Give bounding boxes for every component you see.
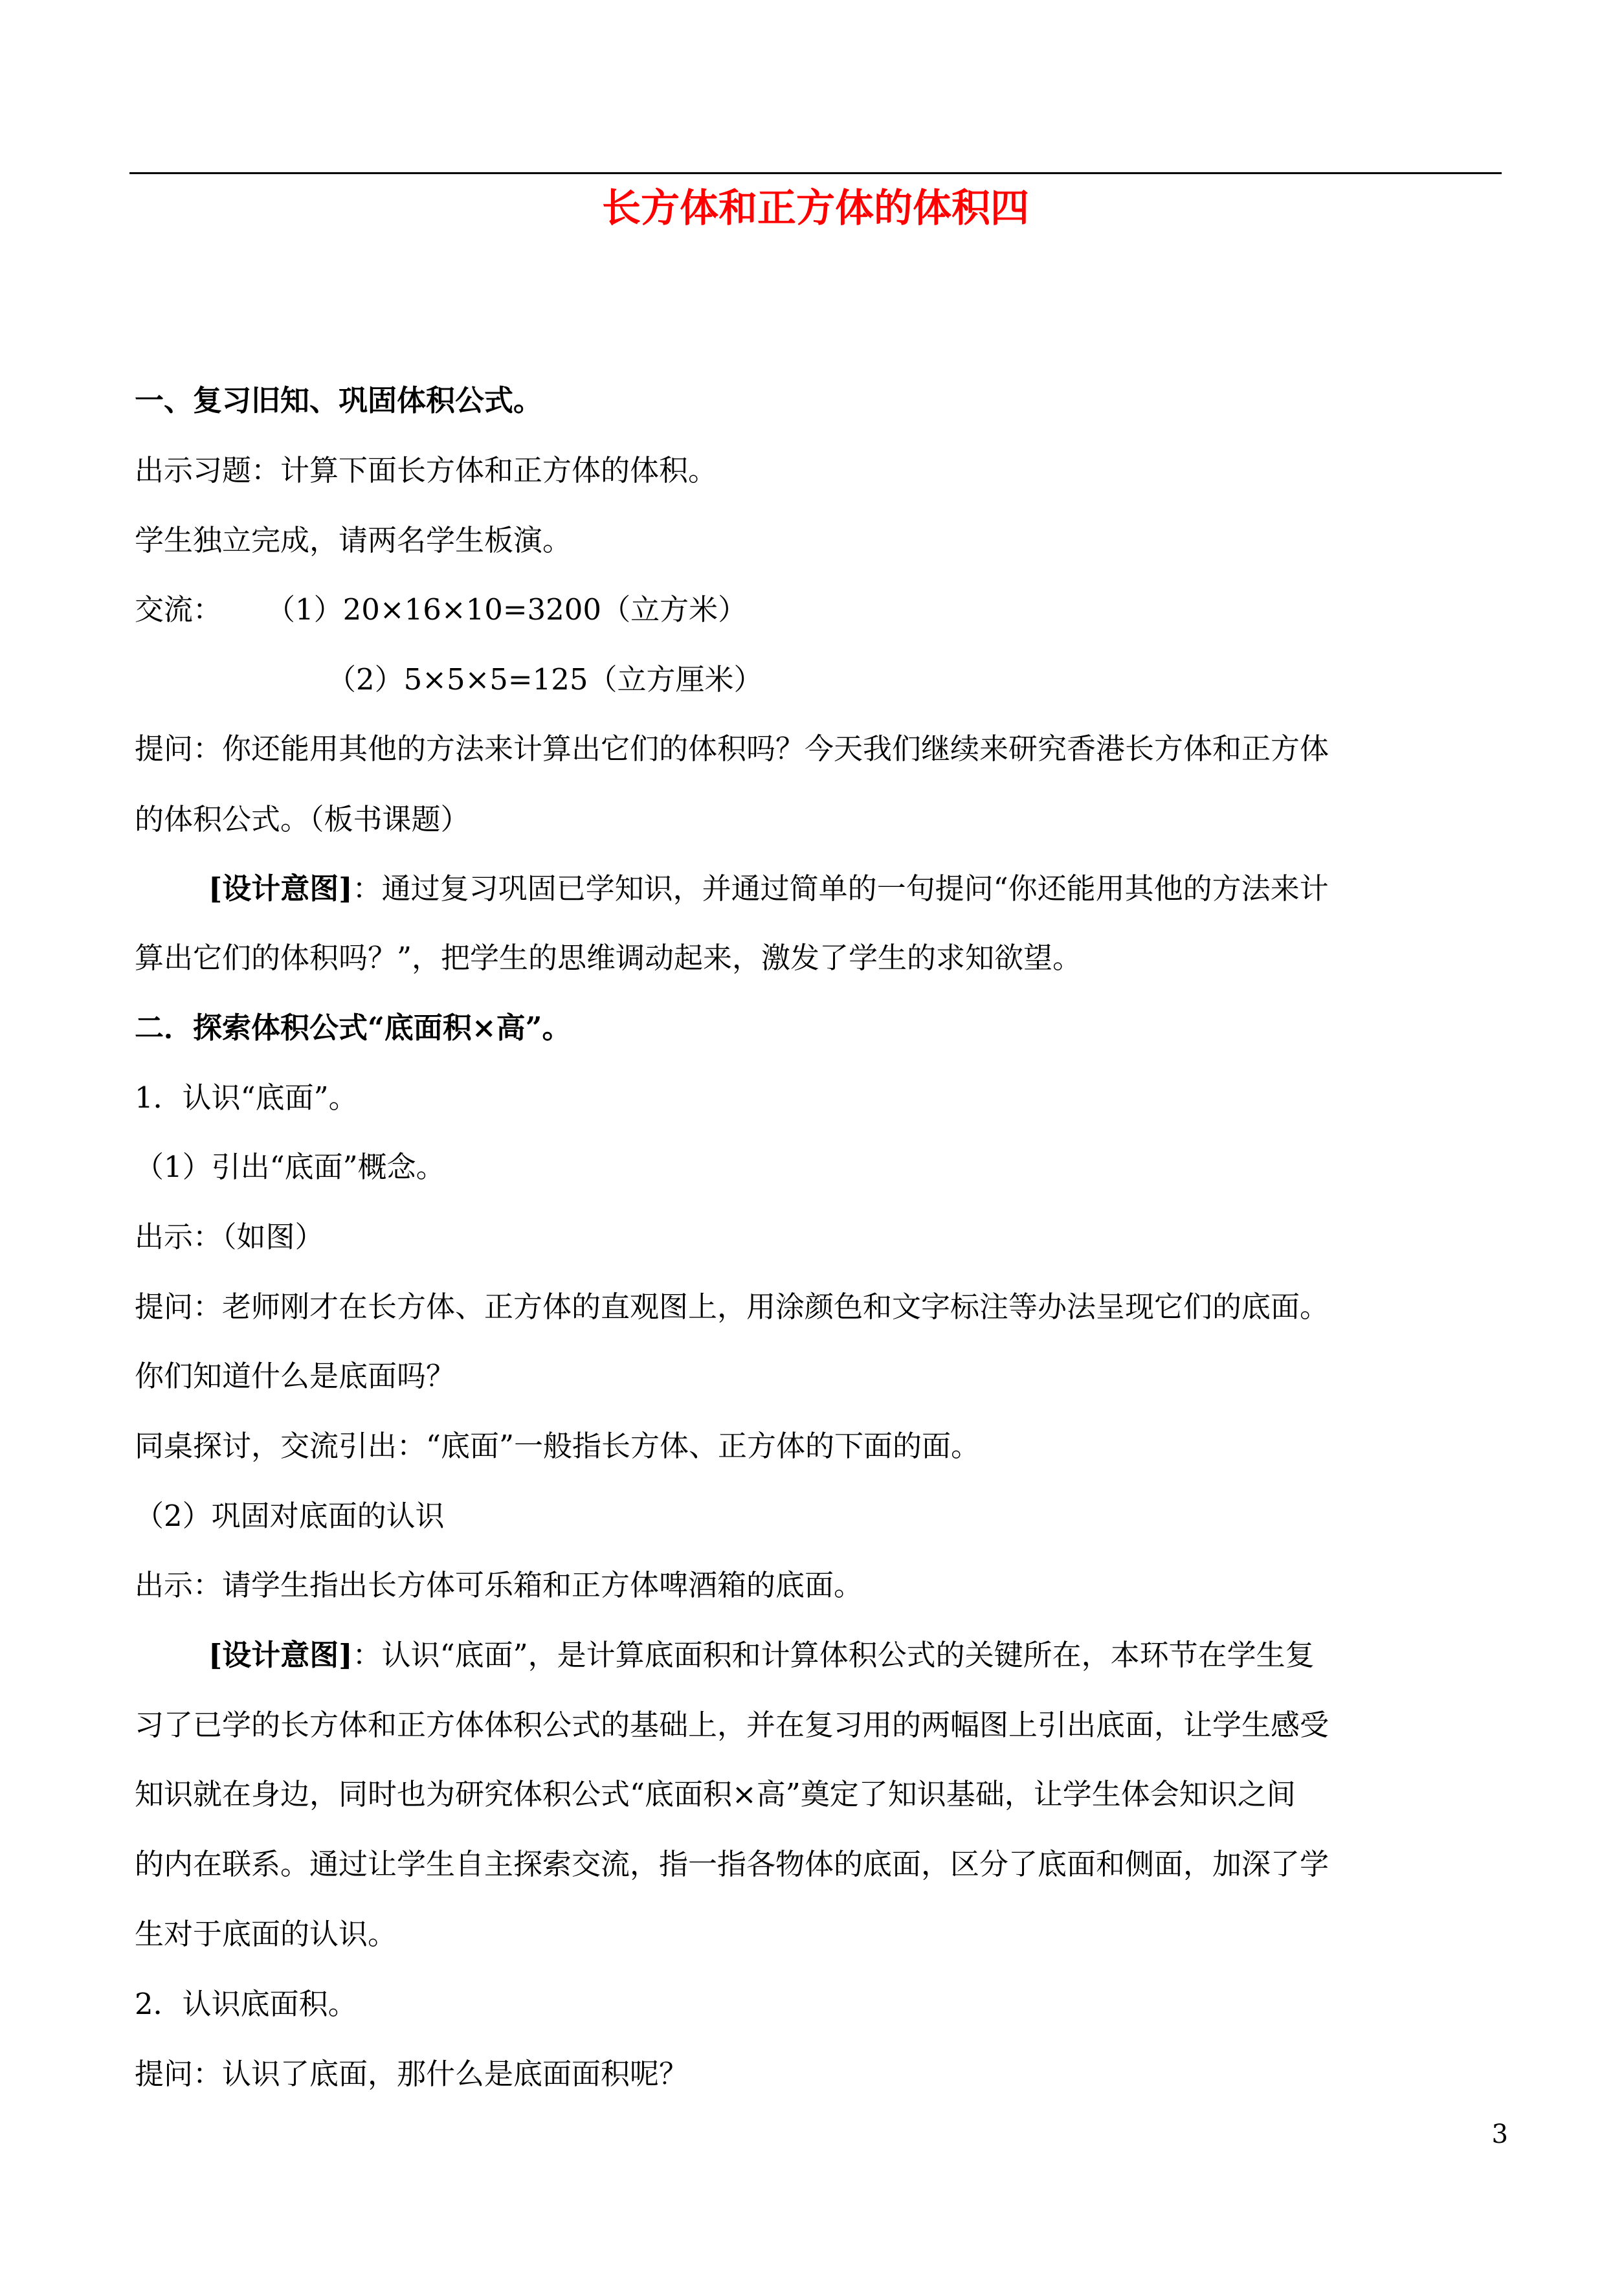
paragraph-line: （1）引出“底面”概念。: [135, 1150, 445, 1184]
design-intent-line: [设计意图]：通过复习巩固已学知识，并通过简单的一句提问“你还能用其他的方法来计: [208, 871, 1329, 906]
exchange-line: [135, 590, 747, 629]
paragraph-line: 出示习题：计算下面长方体和正方体的体积。: [135, 453, 718, 487]
paragraph-line: （2）巩固对底面的认识: [135, 1499, 445, 1533]
paragraph-line: 出示：请学生指出长方体可乐箱和正方体啤酒箱的底面。: [135, 1568, 863, 1602]
header-rule: [129, 172, 1502, 174]
paragraph-line: 提问：你还能用其他的方法来计算出它们的体积吗？今天我们继续来研究香港长方体和正方体: [135, 732, 1329, 766]
page-number: 3: [1491, 2120, 1508, 2149]
subsection-heading: 1．认识“底面”。: [135, 1080, 358, 1115]
exchange-label: 交流：: [135, 592, 223, 627]
paragraph-line: 习了已学的长方体和正方体体积公式的基础上，并在复习用的两幅图上引出底面，让学生感受: [135, 1708, 1329, 1742]
section-2-heading: 二．探索体积公式“底面积×高”。: [135, 1011, 572, 1045]
paragraph-line: 知识就在身边，同时也为研究体积公式“底面积×高”奠定了知识基础，让学生体会知识之间: [135, 1777, 1296, 1811]
paragraph-line: 算出它们的体积吗？”，把学生的思维调动起来，激发了学生的求知欲望。: [135, 941, 1082, 975]
subsection-heading: 2．认识底面积。: [135, 1987, 357, 2021]
paragraph-line: 的内在联系。通过让学生自主探索交流，指一指各物体的底面，区分了底面和侧面，加深了学: [135, 1847, 1329, 1881]
paragraph-line: 出示：（如图）: [135, 1220, 324, 1254]
paragraph-line: 学生独立完成，请两名学生板演。: [135, 523, 572, 557]
paragraph-line: 提问：认识了底面，那什么是底面面积呢？: [135, 2057, 689, 2091]
calculation-2: （2）5×5×5=125（立方厘米）: [327, 662, 763, 697]
design-intent-line: [设计意图]：认识“底面”，是计算底面积和计算体积公式的关键所在，本环节在学生复: [208, 1638, 1315, 1672]
paragraph-line: 生对于底面的认识。: [135, 1917, 397, 1951]
document-title: 长方体和正方体的体积四: [602, 186, 1029, 231]
paragraph-line: 的体积公式。（板书课题）: [135, 802, 470, 836]
paragraph-line: 你们知道什么是底面吗？: [135, 1359, 456, 1393]
design-intent-label: [设计意图]: [208, 1638, 353, 1672]
paragraph-line: 同桌探讨，交流引出：“底面”一般指长方体、正方体的下面的面。: [135, 1429, 981, 1463]
calculation-1: （1）20×16×10=3200（立方米）: [266, 592, 748, 627]
design-intent-label: [设计意图]: [208, 871, 353, 906]
section-1-heading: 一、复习旧知、巩固体积公式。: [135, 383, 543, 418]
paragraph-line: 提问：老师刚才在长方体、正方体的直观图上，用涂颜色和文字标注等办法呈现它们的底面。: [135, 1290, 1329, 1324]
